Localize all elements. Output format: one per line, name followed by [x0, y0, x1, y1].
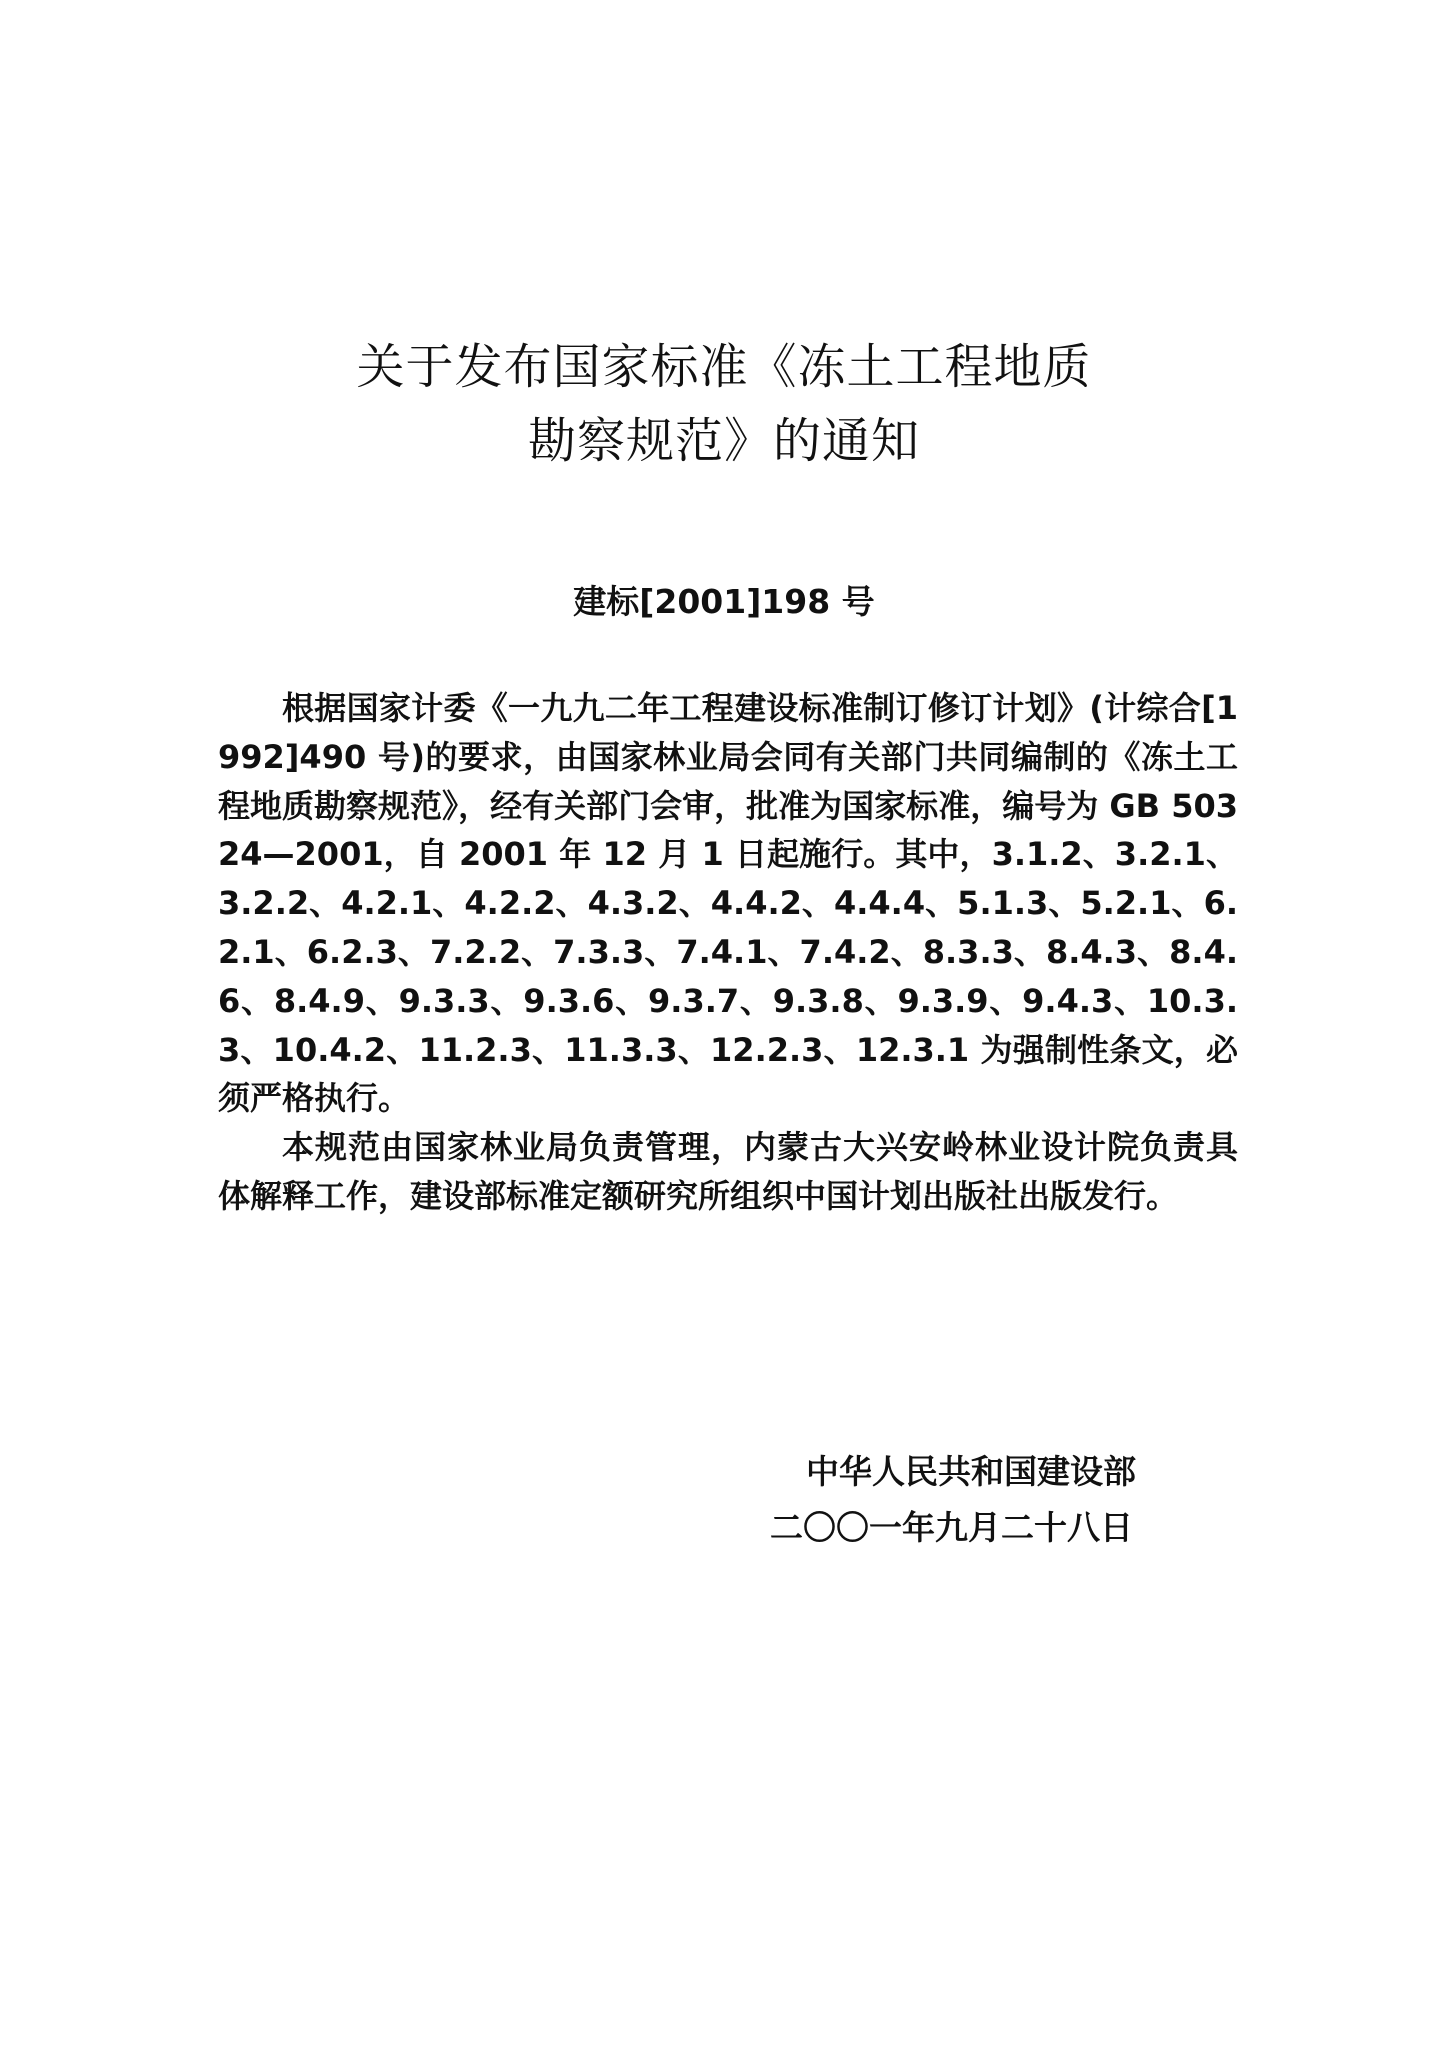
notice-body	[218, 684, 1238, 1221]
issuing-organization: 中华人民共和国建设部	[806, 1452, 1136, 1491]
title-line-2: 勘察规范》的通知	[527, 413, 920, 469]
paragraph-management: 本规范由国家林业局负责管理，内蒙古大兴安岭林业设计院负责具体解释工作，建设部标准定额研究所组织中国计划出版社出版发行。	[218, 1128, 1238, 1215]
page-title	[0, 330, 1448, 478]
document-number: 建标[2001]198 号	[573, 582, 875, 621]
paragraph-approval: 根据国家计委《一九九二年工程建设标准制订修订计划》(计综合[1992]490 号)的要求，由国家林业局会同有关部门共同编制的《冻土工程地质勘察规范》，经有关部门会审，批准为国家标准，编号为 GB 50324—2001，自 2001 年 12 月 1 日起施行。其中，3.1.2、3.2.1、3.2.2、4.2.1、4.2.2、4.3.2、4.4.2、4.4.4、5.1.3、5.2.1、6.2.1、6.2.3、7.2.2、7.3.3、7.4.1、7.4.2、8.3.3、8.4.3、8.4.6、8.4.9、9.3.3、9.3.6、9.3.7、9.3.8、9.3.9、9.4.3、10.3.3、10.4.2、11.2.3、11.3.3、12.2.3、12.3.1 为强制性条文，必须严格执行。	[218, 689, 1238, 1118]
issue-date: 二〇〇一年九月二十八日	[770, 1508, 1133, 1547]
signature-block	[770, 1444, 1190, 1556]
title-line-1: 关于发布国家标准《冻土工程地质	[356, 339, 1092, 395]
